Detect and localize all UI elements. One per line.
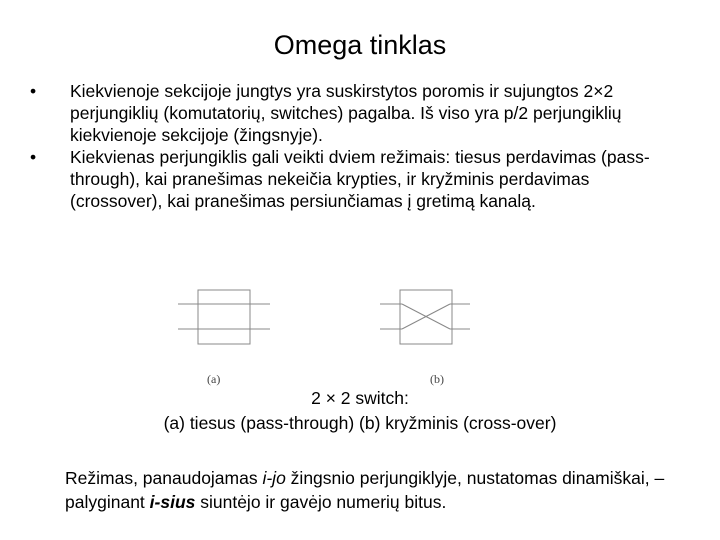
switch-box-a bbox=[198, 290, 250, 344]
slide-title: Omega tinklas bbox=[273, 30, 447, 60]
bullet-item bbox=[30, 80, 680, 146]
bullet-item bbox=[30, 146, 680, 212]
pass-through-switch bbox=[178, 290, 270, 344]
footer-part-3: žingsnio perjungiklyje, nustatomas dinamiškai, – palyginant bbox=[65, 468, 665, 512]
bullet-list bbox=[30, 80, 680, 212]
crossover-switch bbox=[380, 290, 470, 344]
bullet-marker: • bbox=[30, 147, 37, 167]
figure-label-b: (b) bbox=[430, 372, 444, 386]
caption-line-2: (a) tiesus (pass-through) (b) kryžminis (cross-over) bbox=[163, 413, 557, 433]
footer-term-i-jo: i-jo bbox=[262, 468, 286, 488]
footer-text bbox=[65, 466, 685, 514]
footer-part-1: Režimas, panaudojamas bbox=[65, 468, 263, 488]
caption-line-1: 2 × 2 switch: bbox=[311, 388, 409, 408]
bullet-text: Kiekvienoje sekcijoje jungtys yra suskirstytos poromis ir sujungtos 2×2 perjungiklių (komutatorių, switches) pagalba. Iš viso yra p/2 perjungiklių kiekvienoje sekcijoje (žingsnyje). bbox=[70, 81, 622, 145]
bullet-text: Kiekvienas perjungiklis gali veikti dviem režimais: tiesus perdavimas (pass-through), kai pranešimas nekeičia krypties, ir kryžminis perdavimas (crossover), kai pranešimas persiunčiamas į gretimą kanalą. bbox=[70, 147, 650, 211]
figure-label-a: (a) bbox=[207, 372, 221, 386]
switch-diagram bbox=[170, 282, 470, 372]
footer-term-i-sius: i-sius bbox=[149, 492, 196, 512]
footer-part-5: siuntėjo ir gavėjo numerių bitus. bbox=[195, 492, 447, 512]
switch-figure bbox=[170, 282, 470, 386]
bullet-marker: • bbox=[30, 81, 37, 101]
